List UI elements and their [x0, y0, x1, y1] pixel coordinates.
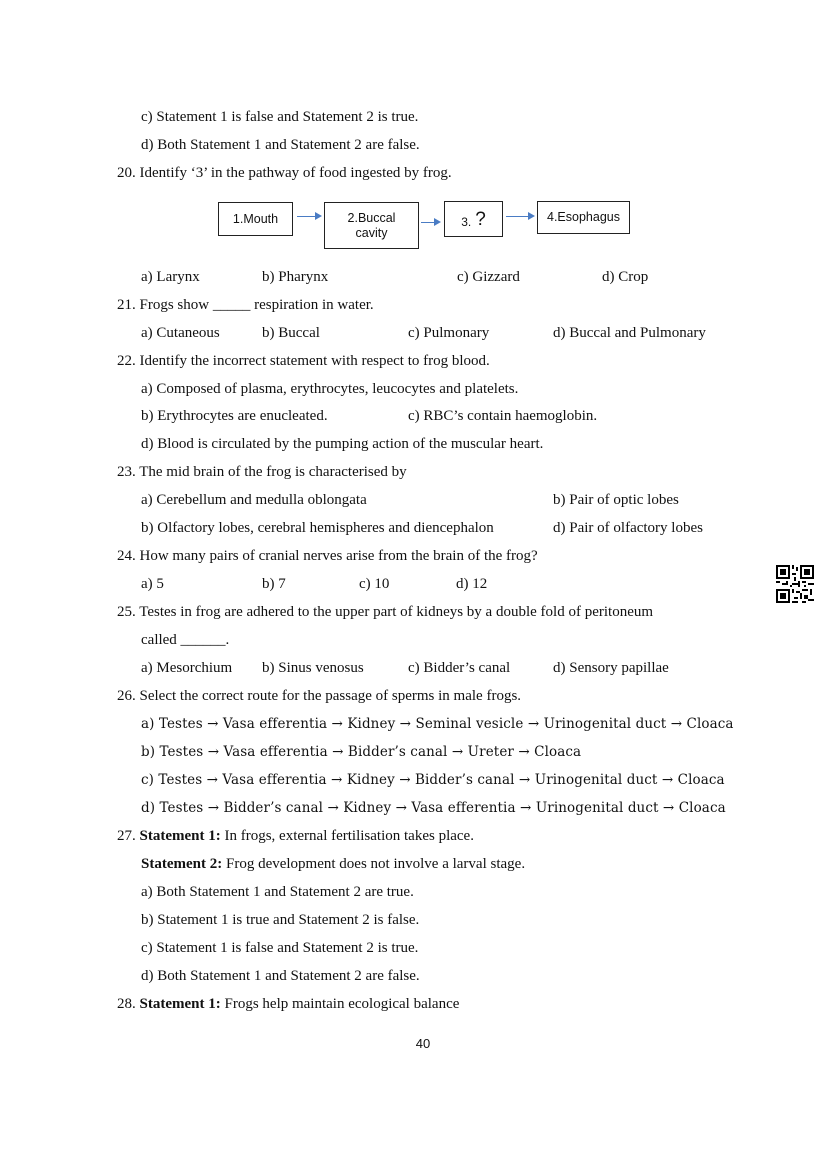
- flow-arrow-2: [421, 222, 439, 223]
- q27-statement-2-label: Statement 2:: [141, 856, 223, 872]
- question-20: 20. Identify ‘3’ in the pathway of food ingested by frog.: [117, 165, 452, 181]
- q26-option-d: d) Testes → Bidder’s canal → Kidney → Vasa efferentia → Urinogenital duct → Cloaca: [141, 800, 726, 816]
- q27-statement-2: [141, 855, 525, 873]
- flow-box-unknown-mark: ?: [475, 208, 486, 230]
- question-28-number: 28.: [117, 996, 136, 1012]
- q22-option-a: a) Composed of plasma, erythrocytes, leucocytes and platelets.: [141, 381, 519, 397]
- question-25-cont: called ______.: [141, 632, 230, 648]
- q28-statement-1-text: Frogs help maintain ecological balance: [220, 996, 460, 1012]
- qr-code-icon: [776, 565, 814, 603]
- q27-statement-1-label: Statement 1:: [139, 828, 221, 844]
- q23-option-c: b) Olfactory lobes, cerebral hemispheres and diencephalon: [141, 520, 494, 536]
- flow-arrow-3: [506, 216, 533, 217]
- q20-option-b: b) Pharynx: [262, 269, 329, 285]
- question-27-number: 27.: [117, 828, 136, 844]
- flow-box-unknown-num: 3.: [461, 214, 472, 229]
- flow-box-buccal-label-2: cavity: [355, 225, 388, 240]
- flow-box-mouth: [218, 202, 293, 236]
- flow-box-unknown: [444, 201, 503, 237]
- prev-option-d: d) Both Statement 1 and Statement 2 are false.: [141, 137, 420, 153]
- q24-option-c: c) 10: [359, 576, 390, 592]
- q28-statement-1-label: Statement 1:: [139, 996, 221, 1012]
- q23-option-a: a) Cerebellum and medulla oblongata: [141, 492, 367, 508]
- question-27: [117, 827, 474, 845]
- q25-option-b: b) Sinus venosus: [262, 660, 364, 676]
- question-24: 24. How many pairs of cranial nerves arise from the brain of the frog?: [117, 548, 538, 564]
- q24-option-b: b) 7: [262, 576, 286, 592]
- q27-statement-2-text: Frog development does not involve a larval stage.: [222, 856, 526, 872]
- flow-arrow-1: [297, 216, 320, 217]
- q22-option-d: d) Blood is circulated by the pumping action of the muscular heart.: [141, 436, 544, 452]
- q27-statement-1-text: In frogs, external fertilisation takes place.: [220, 828, 474, 844]
- q25-option-a: a) Mesorchium: [141, 660, 233, 676]
- q23-option-d: d) Pair of olfactory lobes: [553, 520, 703, 536]
- q21-option-c: c) Pulmonary: [408, 325, 490, 341]
- flow-box-buccal-label-1: 2.Buccal: [347, 210, 396, 225]
- prev-option-c: c) Statement 1 is false and Statement 2 is true.: [141, 109, 419, 125]
- q20-option-c: c) Gizzard: [457, 269, 520, 285]
- q25-option-d: d) Sensory papillae: [553, 660, 669, 676]
- q21-option-b: b) Buccal: [262, 325, 320, 341]
- q20-option-d: d) Crop: [602, 269, 649, 285]
- q27-option-a: a) Both Statement 1 and Statement 2 are true.: [141, 884, 414, 900]
- flow-box-esophagus-label: 4.Esophagus: [547, 210, 620, 224]
- q27-option-c: c) Statement 1 is false and Statement 2 is true.: [141, 940, 419, 956]
- q24-option-a: a) 5: [141, 576, 164, 592]
- q26-option-c: c) Testes → Vasa efferentia → Kidney → Bidder’s canal → Urinogenital duct → Cloaca: [141, 772, 725, 788]
- flow-box-mouth-label: 1.Mouth: [232, 211, 279, 226]
- q21-option-a: a) Cutaneous: [141, 325, 220, 341]
- question-25: 25. Testes in frog are adhered to the upper part of kidneys by a double fold of peritoneum: [117, 604, 654, 620]
- flow-box-esophagus: [537, 201, 630, 234]
- q21-option-d: d) Buccal and Pulmonary: [553, 325, 706, 341]
- q22-option-b: b) Erythrocytes are enucleated.: [141, 408, 328, 424]
- q20-option-a: a) Larynx: [141, 269, 200, 285]
- question-22: 22. Identify the incorrect statement with respect to frog blood.: [117, 353, 490, 369]
- q26-option-b: b) Testes → Vasa efferentia → Bidder’s canal → Ureter → Cloaca: [141, 744, 582, 760]
- question-28: [117, 995, 459, 1013]
- question-26: 26. Select the correct route for the passage of sperms in male frogs.: [117, 688, 522, 704]
- q22-option-c: c) RBC’s contain haemoglobin.: [408, 408, 598, 424]
- page-number: 40: [415, 1036, 431, 1051]
- question-23: 23. The mid brain of the frog is characterised by: [117, 464, 407, 480]
- flow-box-buccal: [324, 202, 419, 249]
- q25-option-c: c) Bidder’s canal: [408, 660, 511, 676]
- q23-option-b: b) Pair of optic lobes: [553, 492, 679, 508]
- q27-option-b: b) Statement 1 is true and Statement 2 is false.: [141, 912, 420, 928]
- q24-option-d: d) 12: [456, 576, 488, 592]
- q27-option-d: d) Both Statement 1 and Statement 2 are false.: [141, 968, 420, 984]
- question-21: 21. Frogs show _____ respiration in water.: [117, 297, 374, 313]
- q26-option-a: a) Testes → Vasa efferentia → Kidney → Seminal vesicle → Urinogenital duct → Cloaca: [141, 716, 734, 732]
